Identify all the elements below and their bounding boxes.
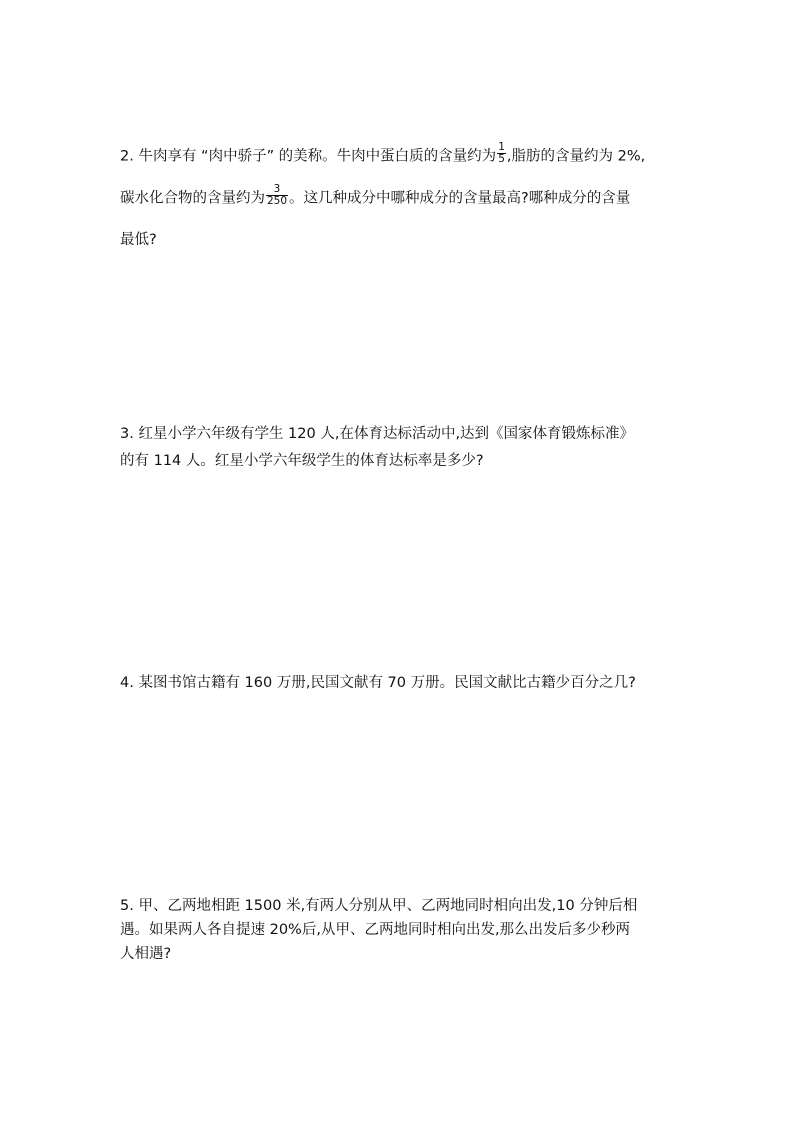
- question-5-line-1: 5. 甲、乙两地相距 1500 米,有两人分别从甲、乙两地同时相向出发,10 分钟后相: [120, 898, 638, 914]
- question-4-line-1: 4. 某图书馆古籍有 160 万册,民国文献有 70 万册。民国文献比古籍少百分之几?: [120, 675, 636, 691]
- protein-fraction: [497, 142, 506, 165]
- protein-fraction-denominator: 5: [498, 153, 505, 165]
- question-2-text-before-fraction: 2. 牛肉享有 “肉中骄子” 的美称。牛肉中蛋白质的含量约为: [120, 148, 497, 165]
- question-5-line-2: 遇。如果两人各自提速 20%后,从甲、乙两地同时相向出发,那么出发后多少秒两: [120, 922, 631, 938]
- carbohydrate-fraction-denominator: 250: [267, 195, 288, 207]
- question-2-text-after-fraction: ,脂肪的含量约为 2%,: [506, 148, 646, 165]
- question-5-line-3: 人相遇?: [120, 946, 172, 962]
- question-2-line-3: 最低?: [120, 232, 157, 248]
- question-2-carbohydrate-text: 碳水化合物的含量约为: [120, 190, 265, 207]
- question-3-line-2: 的有 114 人。红星小学六年级学生的体育达标率是多少?: [120, 453, 484, 469]
- carbohydrate-fraction-numerator: 3: [266, 184, 288, 196]
- question-2-line-1: [120, 141, 646, 168]
- question-2-line-2: [120, 183, 631, 210]
- question-3-line-1: 3. 红星小学六年级有学生 120 人,在体育达标活动中,达到《国家体育锻炼标准》: [120, 426, 635, 442]
- question-2-question-text: 。这几种成分中哪种成分的含量最高?哪种成分的含量: [289, 190, 631, 207]
- protein-fraction-numerator: 1: [498, 141, 505, 153]
- carbohydrate-fraction: [266, 184, 288, 207]
